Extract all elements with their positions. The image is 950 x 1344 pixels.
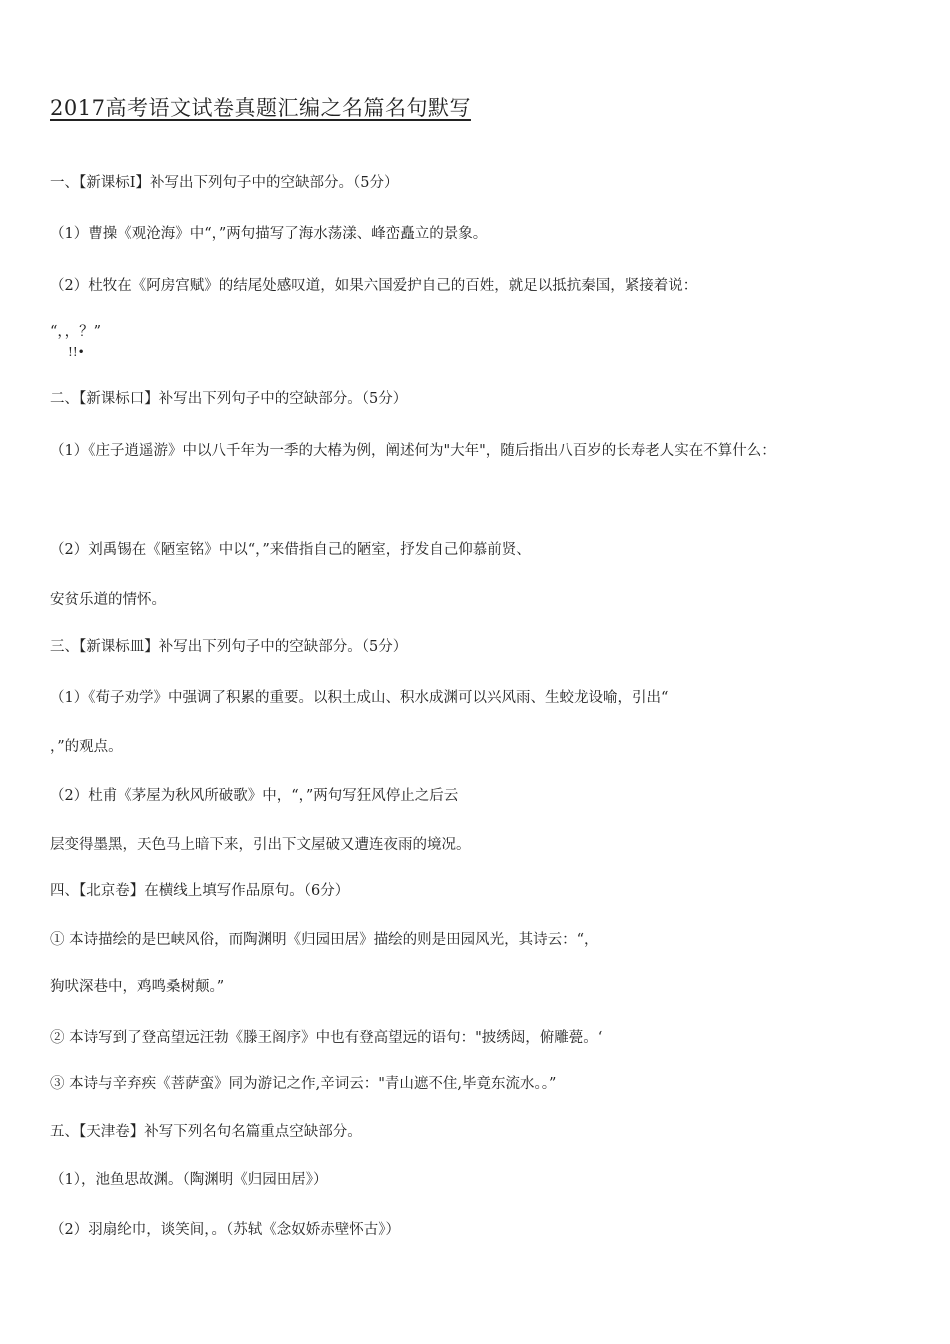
question-text: （2）刘禹锡在《陋室铭》中以“，”来借指自己的陋室，抒发自己仰慕前贤、 [50, 542, 531, 558]
page-title: 2017高考语文试卷真题汇编之名篇名句默写 [50, 96, 471, 120]
question-text: （2）杜牧在《阿房宫赋》的结尾处感叹道，如果六国爱护自己的百姓，就足以抵抗秦国，紧接着说： [50, 278, 698, 294]
section-3-heading: 三、【新课标皿】补写出下列句子中的空缺部分。（5分） [50, 639, 408, 655]
section-4-heading: 四、【北京卷】在横线上填写作品原句。（6分） [50, 883, 350, 899]
question-text: 层变得墨黑，天色马上暗下来，引出下文屋破又遭连夜雨的境况。 [50, 837, 471, 853]
question-text: ② 本诗写到了登高望远汪勃《滕王阁序》中也有登高望远的语句："披绣闼，俯雕甍。‘ [50, 1030, 603, 1046]
question-text: 安贫乐道的情怀。 [50, 592, 166, 608]
question-text: （1）《荀子劝学》中强调了积累的重要。以积土成山、积水成渊可以兴风雨、生蛟龙设喻，引出“ [50, 690, 669, 706]
question-text: （1）曹操《观沧海》中“，”两句描写了海水荡漾、峰峦矗立的景象。 [50, 226, 488, 242]
section-5-heading: 五、【天津卷】补写下列名句名篇重点空缺部分。 [50, 1124, 362, 1140]
question-text: ③ 本诗与辛弃疾《菩萨蛮》同为游记之作,辛词云："青山遮不住,毕竟东流水。。” [50, 1076, 557, 1092]
question-text: ① 本诗描绘的是巴峡风俗，而陶渊明《归园田居》描绘的则是田园风光，其诗云：“， [50, 932, 599, 948]
question-text: （1），池鱼思故渊。（陶渊明《归园田居》） [50, 1172, 328, 1188]
question-text: （1）《庄子逍遥游》中以八千年为一季的大椿为例，阐述何为"大年"，随后指出八百岁的长寿老人实在不算什么： [50, 443, 776, 459]
section-2-heading: 二、【新课标口】补写出下列句子中的空缺部分。（5分） [50, 391, 408, 407]
section-1-heading: 一、【新课标Ⅰ】补写出下列句子中的空缺部分。（5分） [50, 175, 399, 191]
question-text: （2）杜甫《茅屋为秋风所破歌》中，“，”两句写狂风停止之后云 [50, 788, 459, 804]
question-text: （2）羽扇纶巾，谈笑间，。（苏轼《念奴娇赤壁怀古》） [50, 1222, 400, 1238]
question-text: 狗吠深巷中，鸡鸣桑树颠。” [50, 979, 225, 995]
question-text: ，”的观点。 [50, 739, 123, 755]
blank-quote: “，，？” [50, 324, 102, 340]
stray-marks: !!• [68, 345, 85, 359]
